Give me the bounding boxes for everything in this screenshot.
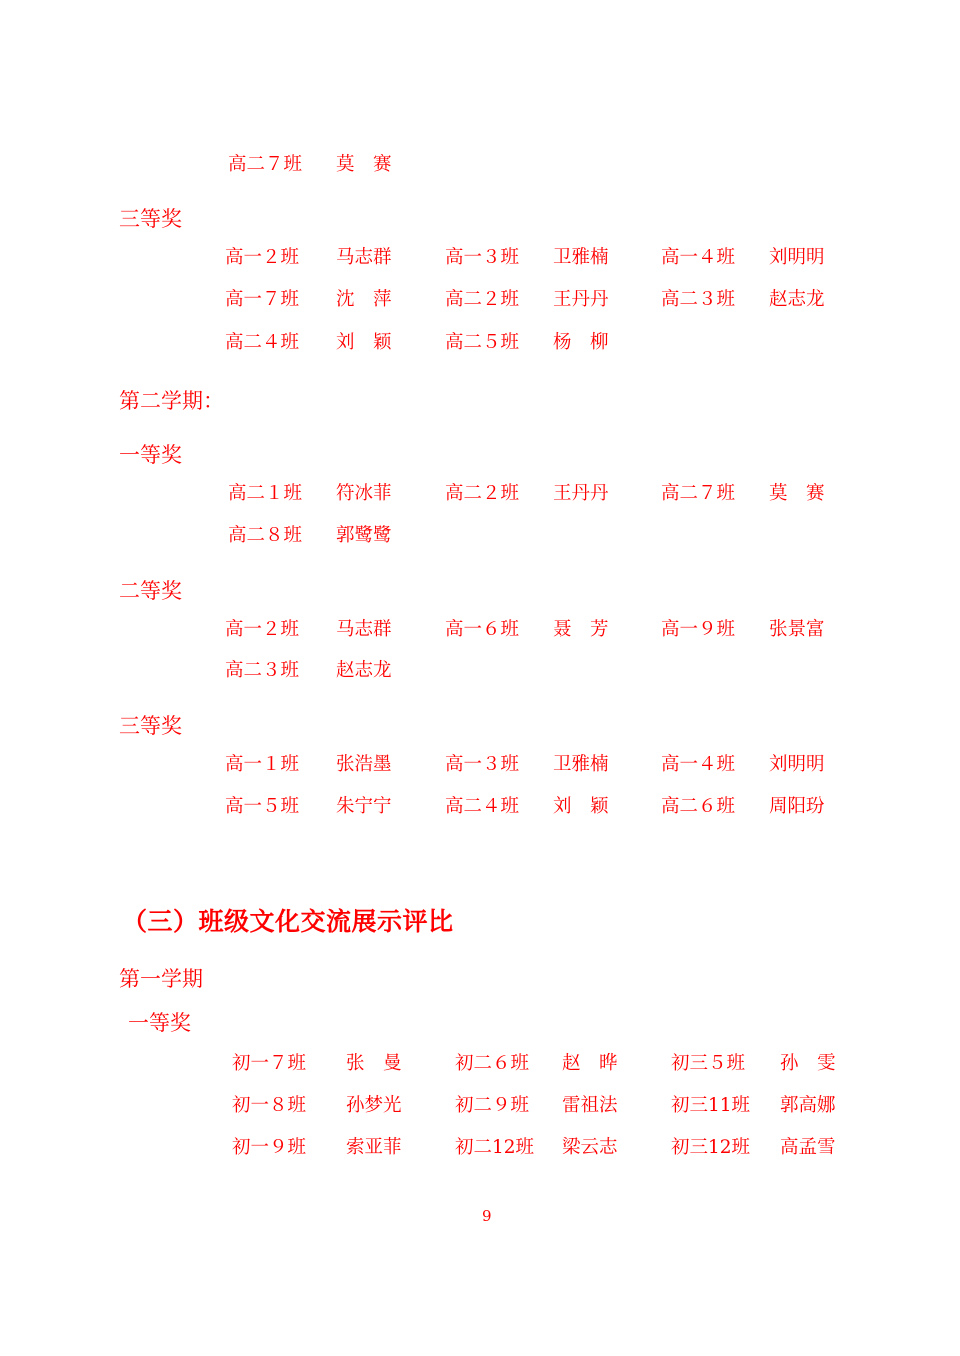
student-name: 朱宁宁: [336, 796, 392, 817]
class-name: 高二２班: [445, 483, 520, 504]
class-name: 高二８班: [228, 525, 303, 546]
class-name: 高一４班: [661, 247, 736, 268]
student-name: 刘明明: [769, 247, 825, 268]
student-name: 王丹丹: [553, 483, 609, 504]
first-prize-heading: 一等奖: [119, 443, 182, 467]
section-title: （三）班级文化交流展示评比: [122, 907, 454, 936]
student-name: 张景富: [769, 619, 825, 640]
student-name: 郭鹭鹭: [336, 525, 392, 546]
class-name: 高一２班: [225, 247, 300, 268]
class-name: 高一６班: [445, 619, 520, 640]
student-name: 卫雅楠: [553, 754, 609, 775]
student-name: 卫雅楠: [553, 247, 609, 268]
class-name: 高一７班: [225, 289, 300, 310]
class-name: 初二６班: [455, 1053, 530, 1074]
student-name: 孙 雯: [780, 1053, 836, 1074]
class-name: 高一２班: [225, 619, 300, 640]
class-name: 高二７班: [661, 483, 736, 504]
student-name: 梁云志: [562, 1137, 618, 1158]
class-name: 初二12班: [455, 1137, 535, 1158]
page-number: 9: [482, 1207, 492, 1225]
class-name: 高二４班: [445, 796, 520, 817]
student-name: 高孟雪: [780, 1137, 836, 1158]
class-name: 高一５班: [225, 796, 300, 817]
third-prize-heading: 三等奖: [119, 714, 182, 738]
student-name: 杨 柳: [553, 332, 609, 353]
class-name: 高二３班: [225, 660, 300, 681]
student-name: 郭高娜: [780, 1095, 836, 1116]
student-name: 符冰菲: [336, 483, 392, 504]
class-name: 初一９班: [232, 1137, 307, 1158]
student-name: 雷祖法: [562, 1095, 618, 1116]
first-prize-heading: 一等奖: [128, 1011, 191, 1035]
semester-heading: 第一学期: [119, 967, 203, 991]
class-name: 高一３班: [445, 247, 520, 268]
class-name: 初一８班: [232, 1095, 307, 1116]
class-name: 高一４班: [661, 754, 736, 775]
class-name: 高二６班: [661, 796, 736, 817]
student-name: 刘 颖: [553, 796, 609, 817]
class-name: 高一９班: [661, 619, 736, 640]
student-name: 刘 颖: [336, 332, 392, 353]
student-name: 刘明明: [769, 754, 825, 775]
student-name: 沈 萍: [336, 289, 392, 310]
class-name: 高二５班: [445, 332, 520, 353]
class-name: 高二１班: [228, 483, 303, 504]
student-name: 赵志龙: [769, 289, 825, 310]
student-name: 王丹丹: [553, 289, 609, 310]
second-prize-heading: 二等奖: [119, 579, 182, 603]
class-name: 高二３班: [661, 289, 736, 310]
class-name: 高二７班: [228, 154, 303, 175]
student-name: 孙梦光: [346, 1095, 402, 1116]
semester-heading: 第二学期：: [119, 389, 224, 413]
class-name: 初二９班: [455, 1095, 530, 1116]
student-name: 马志群: [336, 619, 392, 640]
student-name: 赵志龙: [336, 660, 392, 681]
third-prize-heading: 三等奖: [119, 207, 182, 231]
class-name: 高一３班: [445, 754, 520, 775]
class-name: 初一７班: [232, 1053, 307, 1074]
class-name: 初三５班: [671, 1053, 746, 1074]
student-name: 莫 赛: [769, 483, 825, 504]
student-name: 张浩墨: [336, 754, 392, 775]
class-name: 高二４班: [225, 332, 300, 353]
class-name: 初三11班: [671, 1095, 751, 1116]
student-name: 索亚菲: [346, 1137, 402, 1158]
student-name: 张 曼: [346, 1053, 402, 1074]
class-name: 初三12班: [671, 1137, 751, 1158]
student-name: 莫 赛: [336, 154, 392, 175]
class-name: 高二２班: [445, 289, 520, 310]
student-name: 周阳玢: [769, 796, 825, 817]
student-name: 聂 芳: [553, 619, 609, 640]
class-name: 高一１班: [225, 754, 300, 775]
student-name: 马志群: [336, 247, 392, 268]
student-name: 赵 晔: [562, 1053, 618, 1074]
